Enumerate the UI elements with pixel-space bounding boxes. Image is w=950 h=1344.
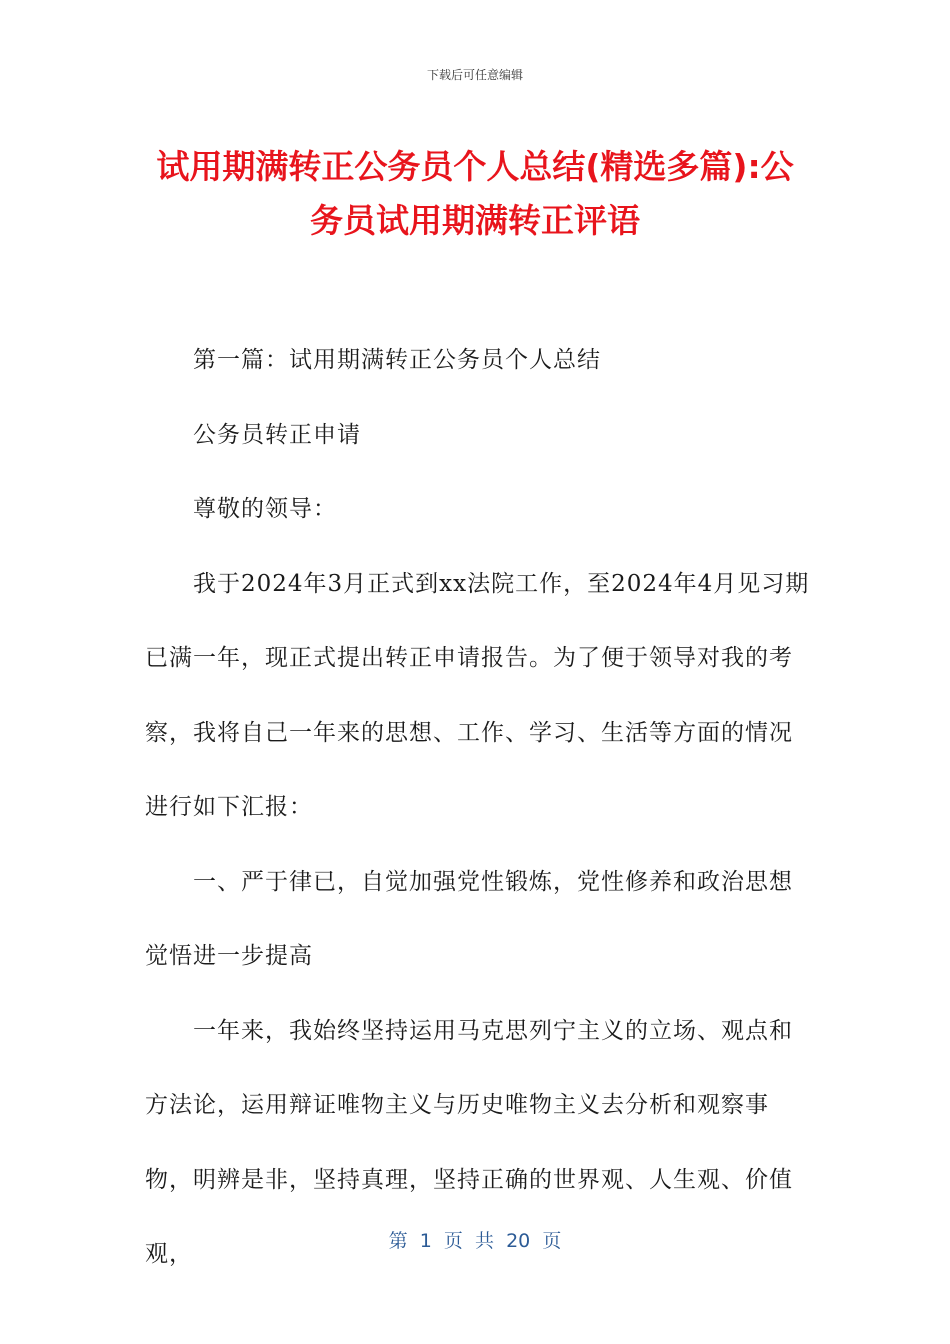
document-body bbox=[145, 323, 810, 1292]
paragraph-subtitle: 公务员转正申请 bbox=[193, 421, 361, 448]
header-note: 下载后可任意编辑 bbox=[426, 68, 523, 82]
document-title: 试用期满转正公务员个人总结(精选多篇):公务员试用期满转正评语 bbox=[156, 147, 794, 240]
paragraph-section-heading: 第一篇：试用期满转正公务员个人总结 bbox=[193, 347, 601, 373]
footer-prefix: 第 bbox=[388, 1230, 420, 1252]
paragraph-intro: 我于2024年3月正式到xx法院工作，至2024年4月见习期已满一年，现正式提出转正申请报告。为了便于领导对我的考察，我将自己一年来的思想、工作、学习、生活等方面的情况进行如下汇报： bbox=[145, 570, 810, 820]
total-pages-number: 20 bbox=[506, 1230, 531, 1252]
paragraph-point-one: 一、严于律已，自觉加强党性锻炼，党性修养和政治思想觉悟进一步提高 bbox=[145, 868, 793, 969]
paragraph-salutation: 尊敬的领导： bbox=[193, 496, 337, 522]
footer-suffix: 页 bbox=[530, 1230, 562, 1252]
current-page-number: 1 bbox=[419, 1230, 432, 1252]
paragraph-body: 一年来，我始终坚持运用马克思列宁主义的立场、观点和方法论，运用辩证唯物主义与历史唯物主义去分析和观察事物，明辨是非，坚持真理，坚持正确的世界观、人生观、价值观， bbox=[145, 1017, 793, 1267]
footer-middle: 页 共 bbox=[431, 1230, 507, 1252]
page-footer bbox=[0, 1226, 950, 1253]
